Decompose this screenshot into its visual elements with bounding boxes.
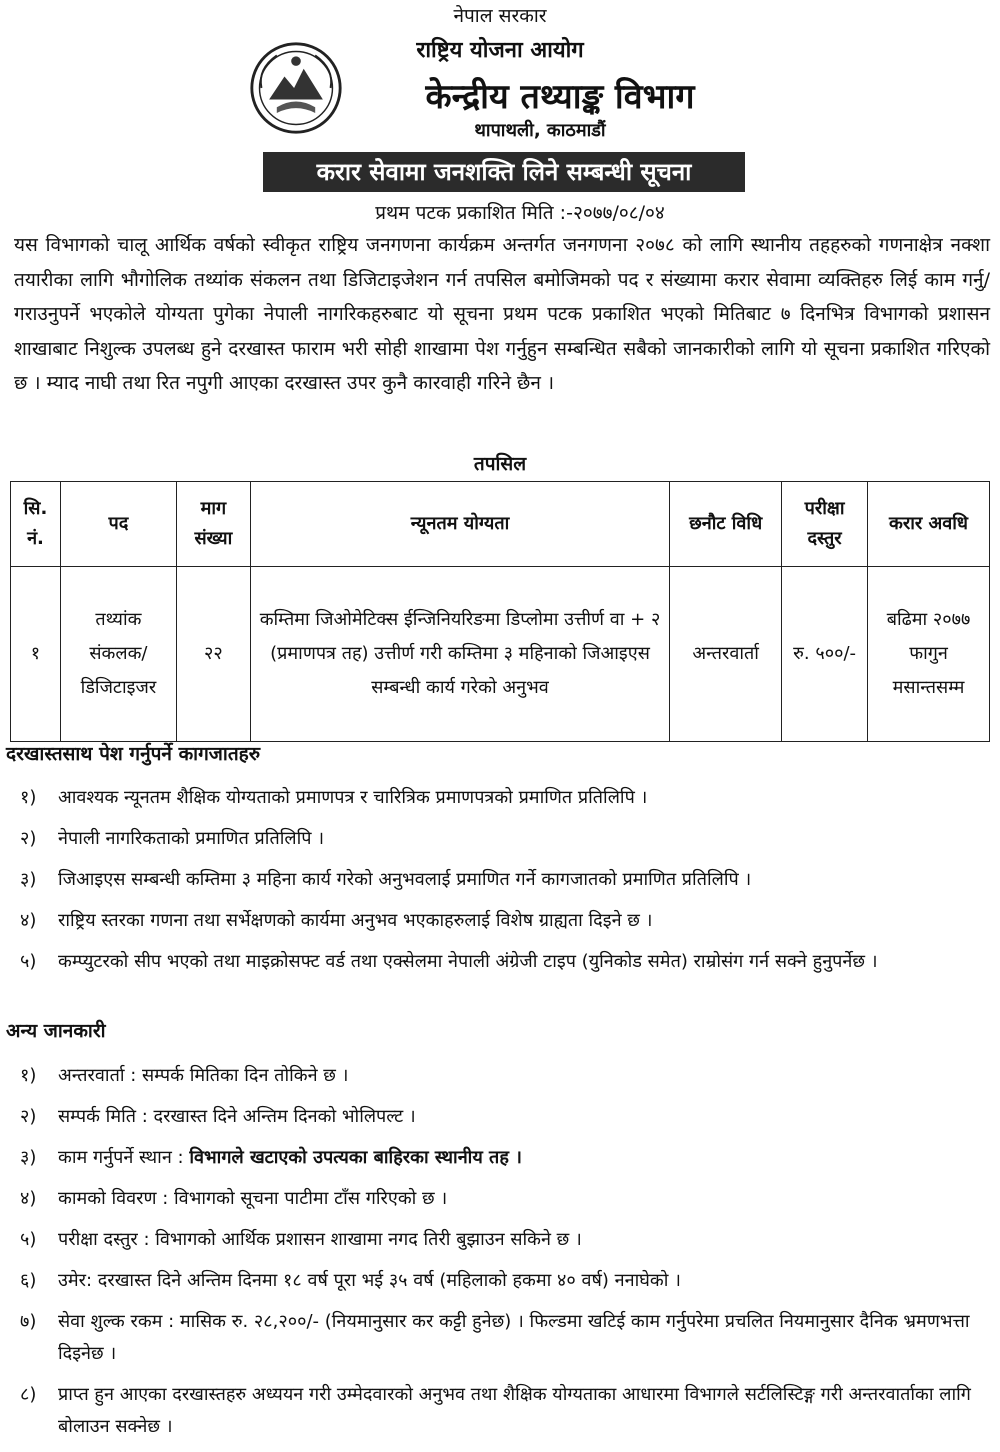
item-text: कामको विवरण : विभागको सूचना पाटीमा टाँस गरिएको छ । (58, 1188, 448, 1209)
item-text: उमेर: दरखास्त दिने अन्तिम दिनमा १८ वर्ष पूरा भई ३५ वर्ष (महिलाको हकमा ४० वर्ष) ननाघेको । (58, 1270, 681, 1291)
item-text: प्राप्त हुन आएका दरखास्तहरु अध्ययन गरी उम्मेदवारको अनुभव तथा शैक्षिक योग्यताका आधारमा विभागले सर्टलिस्टिङ्ग गरी अन्तरवार्ताका लागि बोलाउन सक्नेछ । (58, 1384, 971, 1437)
list-item (14, 1379, 990, 1443)
published-date: प्रथम पटक प्रकाशित मिति :-२०७७/०८/०४ (375, 202, 665, 224)
table-row (11, 567, 990, 742)
cell-contract-period: बढिमा २०७७ फागुन मसान्तसम्म (868, 567, 990, 742)
item-number: ७) (20, 1311, 37, 1332)
list-item (14, 823, 990, 855)
department-name: केन्द्रीय तथ्याङ्क विभाग (425, 77, 695, 117)
item-number: ५) (20, 1229, 37, 1250)
list-item (14, 782, 990, 814)
intro-paragraph: यस विभागको चालू आर्थिक वर्षको स्वीकृत राष्ट्रिय जनगणना कार्यक्रम अन्तर्गत जनगणना २०७८ को लागि स्थानीय तहहरुको गणनाक्षेत्र नक्शा तयारीका लागि भौगोलिक तथ्यांक संकलन तथा डिजिटाइजेशन गर्न तपसिल बमोजिमको पद र संख्यामा करार सेवामा व्यक्तिहरु लिई काम गर्नु/गराउनुपर्ने भएकोले योग्यता पुगेका नेपाली नागरिकहरुबाट यो सूचना प्रथम पटक प्रकाशित भएको मितिबाट ७ दिनभित्र विभागको प्रशासन शाखाबाट निशुल्क उपलब्ध हुने दरखास्त फाराम भरी सोही शाखामा पेश गर्नुहुन सम्बन्धित सबैको जानकारीको लागि यो सूचना प्रकाशित गरिएको छ । म्याद नाघी तथा रित नपुगी आएका दरखास्त उपर कुनै कारवाही गरिने छैन । (14, 234, 990, 394)
documents-list (14, 782, 990, 987)
commission-name: राष्ट्रिय योजना आयोग (416, 38, 584, 63)
list-item (14, 864, 990, 896)
col-header-exam-fee: परीक्षा दस्तुर (782, 482, 868, 567)
government-name: नेपाल सरकार (453, 5, 547, 27)
item-text: नेपाली नागरिकताको प्रमाणित प्रतिलिपि । (58, 828, 325, 849)
schedule-table (10, 481, 990, 742)
item-text: सेवा शुल्क रकम : मासिक रु. २८,२००/- (नियमानुसार कर कट्टी हुनेछ) । फिल्डमा खटिई काम गर्नुपरेमा प्रचलित नियमानुसार दैनिक भ्रमणभत्ता दिइनेछ । (58, 1311, 970, 1364)
item-number: ६) (20, 1270, 37, 1291)
department-address: थापाथली, काठमाडौं (474, 120, 606, 141)
item-number: ३) (20, 1147, 37, 1168)
other-info-section-title: अन्य जानकारी (6, 1020, 106, 1042)
cell-qualification: कम्तिमा जिओमेटिक्स ईन्जिनियरिङमा डिप्लोमा उत्तीर्ण वा + २ (प्रमाणपत्र तह) उत्तीर्ण गरी कम्तिमा ३ महिनाको जिआइएस सम्बन्धी कार्य गरेको अनुभव (250, 567, 669, 742)
item-number: २) (20, 828, 37, 849)
list-item (14, 946, 990, 978)
col-header-contract-period: करार अवधि (868, 482, 990, 567)
item-text: जिआइएस सम्बन्धी कम्तिमा ३ महिना कार्य गरेको अनुभवलाई प्रमाणित गर्ने कागजातको प्रमाणित प्रतिलिपि । (58, 869, 752, 890)
col-header-selection: छनौट विधि (670, 482, 782, 567)
item-text: अन्तरवार्ता : सम्पर्क मितिका दिन तोकिने छ । (58, 1065, 349, 1086)
item-text: राष्ट्रिय स्तरका गणना तथा सर्भेक्षणको कार्यमा अनुभव भएकाहरुलाई विशेष ग्राह्यता दिइने छ । (58, 910, 653, 931)
col-header-sn: सि. नं. (11, 482, 61, 567)
cell-selection: अन्तरवार्ता (670, 567, 782, 742)
cell-post: तथ्यांक संकलक/ डिजिटाइजर (60, 567, 176, 742)
item-number: १) (20, 1065, 37, 1086)
item-number: १) (20, 787, 37, 808)
item-text: विभागले खटाएको उपत्यका बाहिरका स्थानीय तह । (189, 1147, 522, 1168)
schedule-title: तपसिल (473, 453, 527, 475)
notice-title-banner: करार सेवामा जनशक्ति लिने सम्बन्धी सूचना (263, 152, 745, 192)
list-item (14, 1306, 990, 1370)
col-header-post: पद (60, 482, 176, 567)
cell-demand: २२ (176, 567, 250, 742)
cell-exam-fee: रु. ५००/- (782, 567, 868, 742)
table-header-row (11, 482, 990, 567)
item-text: कम्प्युटरको सीप भएको तथा माइक्रोसफ्ट वर्ड तथा एक्सेलमा नेपाली अंग्रेजी टाइप (युनिकोड समेत) राम्रोसंग गर्न सक्ने हुनुपर्नेछ । (58, 951, 878, 972)
item-text: परीक्षा दस्तुर : विभागको आर्थिक प्रशासन शाखामा नगद तिरी बुझाउन सकिने छ । (58, 1229, 582, 1250)
cell-sn: १ (11, 567, 61, 742)
col-header-demand: माग संख्या (176, 482, 250, 567)
item-text: सम्पर्क मिति : दरखास्त दिने अन्तिम दिनको भोलिपल्ट । (58, 1106, 416, 1127)
documents-section-title: दरखास्तसाथ पेश गर्नुपर्ने कागजातहरु (6, 743, 261, 765)
item-number: ५) (20, 951, 37, 972)
list-item (14, 1265, 990, 1297)
item-number: ४) (20, 910, 37, 931)
list-item (14, 1142, 990, 1174)
list-item (14, 1101, 990, 1133)
list-item (14, 1183, 990, 1215)
list-item (14, 1224, 990, 1256)
item-number: २) (20, 1106, 37, 1127)
other-info-list (14, 1060, 990, 1452)
list-item (14, 1060, 990, 1092)
item-number: ४) (20, 1188, 37, 1209)
list-item (14, 905, 990, 937)
item-number: ८) (20, 1384, 37, 1405)
item-number: ३) (20, 869, 37, 890)
col-header-qualification: न्यूनतम योग्यता (250, 482, 669, 567)
item-label: काम गर्नुपर्ने स्थान : (58, 1147, 184, 1168)
item-text: आवश्यक न्यूनतम शैक्षिक योग्यताको प्रमाणपत्र र चारित्रिक प्रमाणपत्रको प्रमाणित प्रतिलिपि । (58, 787, 648, 808)
